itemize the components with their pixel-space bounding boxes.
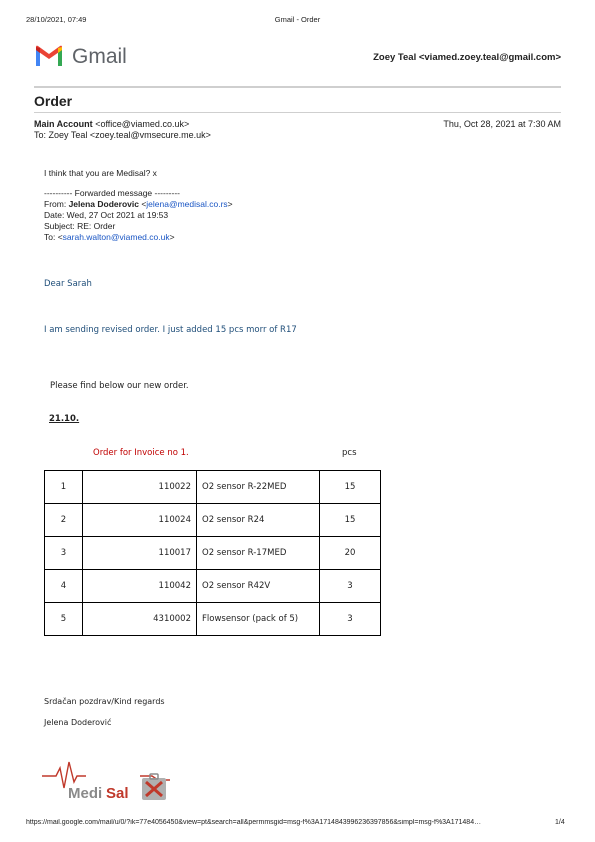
page-number: 1/4 <box>555 819 565 826</box>
forward-from-open: < <box>138 199 147 209</box>
signoff: Srdačan pozdrav/Kind regards <box>44 697 165 706</box>
sender-name: Main Account <box>34 119 93 129</box>
forward-to-label: To: < <box>44 232 63 242</box>
header-divider <box>34 86 561 88</box>
product-code: 110042 <box>83 570 197 603</box>
footer-url: https://mail.google.com/mail/u/0/?ik=77e4056450&view=pt&search=all&permmsgid=msg-f%3A1714843996236397856&simpl=msg-f%3A171484… <box>26 819 482 826</box>
product-name: O2 sensor R24 <box>197 504 320 537</box>
forward-from-label: From: <box>44 199 69 209</box>
forward-to-close: > <box>169 232 175 242</box>
table-row <box>45 570 381 603</box>
sender-email: <office@viamed.co.uk> <box>95 119 190 129</box>
print-title: Gmail - Order <box>274 15 321 24</box>
product-name: O2 sensor R-17MED <box>197 537 320 570</box>
gmail-logo-icon <box>34 44 64 68</box>
thread-title: Order <box>34 93 73 109</box>
message-recipient: To: Zoey Teal <zoey.teal@vmsecure.me.uk> <box>34 130 211 140</box>
title-divider <box>34 112 561 113</box>
product-name: Flowsensor (pack of 5) <box>197 603 320 636</box>
please-find-text: Please find below our new order. <box>50 381 189 391</box>
product-name: O2 sensor R-22MED <box>197 471 320 504</box>
table-row <box>45 504 381 537</box>
message-date: Thu, Oct 28, 2021 at 7:30 AM <box>443 119 561 129</box>
product-name: O2 sensor R42V <box>197 570 320 603</box>
date-heading: 21.10. <box>49 414 80 424</box>
order-table <box>44 470 381 636</box>
message-sender <box>34 119 189 129</box>
medisal-logo-icon <box>42 760 170 805</box>
forward-subject: Subject: RE: Order <box>44 221 116 231</box>
greeting: Dear Sarah <box>44 279 92 289</box>
forward-to-email-link[interactable]: sarah.walton@viamed.co.uk <box>62 232 170 242</box>
row-number: 3 <box>45 537 83 570</box>
forward-from-close: > <box>227 199 233 209</box>
quantity: 15 <box>320 504 381 537</box>
row-number: 2 <box>45 504 83 537</box>
table-row <box>45 537 381 570</box>
pcs-label: pcs <box>342 448 357 458</box>
forward-date: Date: Wed, 27 Oct 2021 at 19:53 <box>44 210 169 220</box>
order-label: Order for Invoice no 1. <box>93 448 189 458</box>
quantity: 3 <box>320 570 381 603</box>
table-row <box>45 603 381 636</box>
product-code: 110017 <box>83 537 197 570</box>
forward-separator: ---------- Forwarded message --------- <box>44 188 180 198</box>
gmail-wordmark: Gmail <box>72 45 127 68</box>
signature-name: Jelena Doderović <box>44 718 112 727</box>
logo-text-sal: Sal <box>106 785 129 802</box>
print-datetime: 28/10/2021, 07:49 <box>26 15 87 24</box>
product-code: 110024 <box>83 504 197 537</box>
forwarded-block <box>44 188 233 243</box>
row-number: 5 <box>45 603 83 636</box>
forward-from-email-link[interactable]: jelena@medisal.co.rs <box>146 199 228 209</box>
forward-from <box>44 199 233 210</box>
table-row <box>45 471 381 504</box>
intro-text: I think that you are Medisal? x <box>44 168 157 178</box>
quantity: 15 <box>320 471 381 504</box>
row-number: 1 <box>45 471 83 504</box>
account-email: Zoey Teal <viamed.zoey.teal@gmail.com> <box>373 52 561 63</box>
revised-note: I am sending revised order. I just added 15 pcs morr of R17 <box>44 325 297 335</box>
row-number: 4 <box>45 570 83 603</box>
product-code: 4310002 <box>83 603 197 636</box>
product-code: 110022 <box>83 471 197 504</box>
forward-from-name: Jelena Doderovic <box>68 199 139 209</box>
forward-to <box>44 232 233 243</box>
logo-text-medi: Medi <box>68 785 103 802</box>
quantity: 20 <box>320 537 381 570</box>
quantity: 3 <box>320 603 381 636</box>
